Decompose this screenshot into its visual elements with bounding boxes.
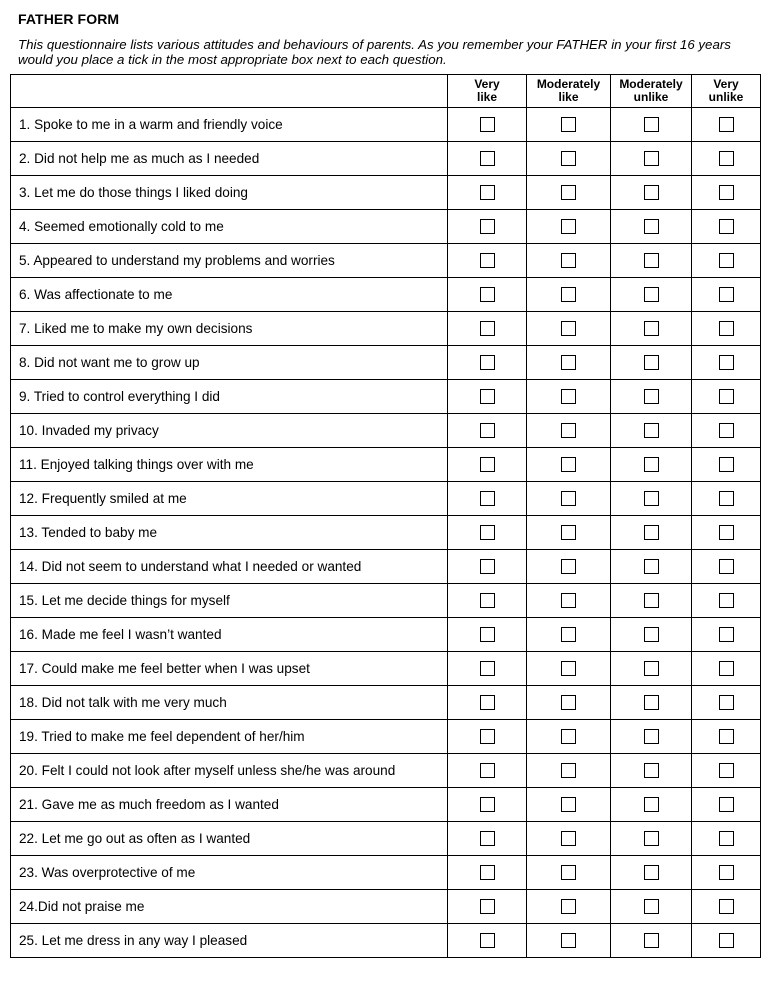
column-header-moderately-unlike: Moderately unlike	[611, 75, 692, 108]
question-text: 22. Let me go out as often as I wanted	[11, 822, 448, 856]
question-row	[11, 550, 761, 584]
answer-cell-very-like	[448, 550, 527, 584]
checkbox-very-like[interactable]	[480, 253, 495, 268]
answer-cell-moderately-like	[527, 244, 611, 278]
answer-cell-moderately-unlike	[611, 924, 692, 958]
checkbox-very-unlike[interactable]	[719, 797, 734, 812]
checkbox-very-like[interactable]	[480, 933, 495, 948]
checkbox-very-unlike[interactable]	[719, 185, 734, 200]
question-row	[11, 856, 761, 890]
question-text: 11. Enjoyed talking things over with me	[11, 448, 448, 482]
answer-cell-moderately-unlike	[611, 448, 692, 482]
answer-cell-moderately-like	[527, 414, 611, 448]
question-row	[11, 652, 761, 686]
checkbox-moderately-like[interactable]	[561, 491, 576, 506]
checkbox-very-like[interactable]	[480, 287, 495, 302]
answer-cell-very-like	[448, 686, 527, 720]
answer-cell-moderately-like	[527, 788, 611, 822]
checkbox-moderately-unlike[interactable]	[644, 525, 659, 540]
checkbox-moderately-like[interactable]	[561, 287, 576, 302]
answer-cell-very-unlike	[692, 380, 761, 414]
answer-cell-very-like	[448, 380, 527, 414]
checkbox-very-like[interactable]	[480, 389, 495, 404]
answer-cell-very-like	[448, 142, 527, 176]
answer-cell-very-unlike	[692, 890, 761, 924]
checkbox-moderately-like[interactable]	[561, 933, 576, 948]
checkbox-moderately-unlike[interactable]	[644, 185, 659, 200]
question-row	[11, 414, 761, 448]
answer-cell-very-unlike	[692, 312, 761, 346]
question-row	[11, 924, 761, 958]
answer-cell-very-like	[448, 856, 527, 890]
answer-cell-moderately-like	[527, 652, 611, 686]
checkbox-very-like[interactable]	[480, 763, 495, 778]
checkbox-very-unlike[interactable]	[719, 593, 734, 608]
answer-cell-moderately-unlike	[611, 856, 692, 890]
checkbox-moderately-unlike[interactable]	[644, 389, 659, 404]
checkbox-very-like[interactable]	[480, 355, 495, 370]
answer-cell-moderately-like	[527, 924, 611, 958]
answer-cell-very-unlike	[692, 176, 761, 210]
checkbox-moderately-like[interactable]	[561, 253, 576, 268]
checkbox-very-like[interactable]	[480, 117, 495, 132]
checkbox-very-like[interactable]	[480, 185, 495, 200]
answer-cell-very-like	[448, 108, 527, 142]
column-header-moderately-like: Moderately like	[527, 75, 611, 108]
answer-cell-very-unlike	[692, 754, 761, 788]
checkbox-moderately-like[interactable]	[561, 831, 576, 846]
checkbox-moderately-unlike[interactable]	[644, 831, 659, 846]
answer-cell-very-like	[448, 448, 527, 482]
checkbox-very-like[interactable]	[480, 899, 495, 914]
answer-cell-moderately-like	[527, 380, 611, 414]
checkbox-moderately-unlike[interactable]	[644, 423, 659, 438]
answer-cell-moderately-unlike	[611, 890, 692, 924]
answer-cell-very-unlike	[692, 652, 761, 686]
answer-cell-moderately-unlike	[611, 584, 692, 618]
answer-cell-very-unlike	[692, 720, 761, 754]
checkbox-moderately-like[interactable]	[561, 423, 576, 438]
question-text: 8. Did not want me to grow up	[11, 346, 448, 380]
checkbox-moderately-unlike[interactable]	[644, 355, 659, 370]
answer-cell-very-unlike	[692, 788, 761, 822]
checkbox-very-like[interactable]	[480, 151, 495, 166]
answer-cell-moderately-unlike	[611, 686, 692, 720]
question-text: 13. Tended to baby me	[11, 516, 448, 550]
question-row	[11, 210, 761, 244]
checkbox-very-unlike[interactable]	[719, 321, 734, 336]
answer-cell-moderately-unlike	[611, 516, 692, 550]
answer-cell-moderately-unlike	[611, 108, 692, 142]
question-text: 1. Spoke to me in a warm and friendly voice	[11, 108, 448, 142]
answer-cell-moderately-like	[527, 448, 611, 482]
question-text: 4. Seemed emotionally cold to me	[11, 210, 448, 244]
question-text: 25. Let me dress in any way I pleased	[11, 924, 448, 958]
checkbox-moderately-like[interactable]	[561, 389, 576, 404]
answer-cell-moderately-like	[527, 210, 611, 244]
question-row	[11, 482, 761, 516]
checkbox-very-like[interactable]	[480, 797, 495, 812]
answer-cell-very-unlike	[692, 856, 761, 890]
answer-cell-very-unlike	[692, 448, 761, 482]
checkbox-moderately-like[interactable]	[561, 627, 576, 642]
answer-cell-very-unlike	[692, 210, 761, 244]
question-row	[11, 754, 761, 788]
question-row	[11, 890, 761, 924]
checkbox-very-like[interactable]	[480, 525, 495, 540]
checkbox-moderately-unlike[interactable]	[644, 457, 659, 472]
answer-cell-very-unlike	[692, 346, 761, 380]
answer-cell-moderately-like	[527, 720, 611, 754]
checkbox-moderately-like[interactable]	[561, 899, 576, 914]
question-row	[11, 278, 761, 312]
answer-cell-very-unlike	[692, 618, 761, 652]
checkbox-moderately-unlike[interactable]	[644, 117, 659, 132]
answer-cell-very-like	[448, 244, 527, 278]
form-title: FATHER FORM	[18, 11, 120, 27]
checkbox-moderately-like[interactable]	[561, 219, 576, 234]
checkbox-very-unlike[interactable]	[719, 627, 734, 642]
form-instructions: This questionnaire lists various attitudes and behaviours of parents. As you remember your FATHER in your first 16 years would you place a tick in the most appropriate box next to each question.	[18, 37, 731, 67]
checkbox-moderately-unlike[interactable]	[644, 593, 659, 608]
question-row	[11, 346, 761, 380]
checkbox-moderately-like[interactable]	[561, 661, 576, 676]
answer-cell-moderately-unlike	[611, 822, 692, 856]
checkbox-very-like[interactable]	[480, 695, 495, 710]
answer-cell-very-like	[448, 788, 527, 822]
question-text: 20. Felt I could not look after myself unless she/he was around	[11, 754, 448, 788]
question-text: 24.Did not praise me	[11, 890, 448, 924]
answer-cell-very-like	[448, 278, 527, 312]
checkbox-moderately-unlike[interactable]	[644, 559, 659, 574]
answer-cell-very-like	[448, 210, 527, 244]
checkbox-moderately-unlike[interactable]	[644, 763, 659, 778]
answer-cell-moderately-like	[527, 142, 611, 176]
checkbox-moderately-unlike[interactable]	[644, 321, 659, 336]
answer-cell-moderately-like	[527, 176, 611, 210]
answer-cell-very-like	[448, 924, 527, 958]
column-header-very-unlike: Very unlike	[692, 75, 761, 108]
question-row	[11, 108, 761, 142]
checkbox-very-unlike[interactable]	[719, 899, 734, 914]
checkbox-very-unlike[interactable]	[719, 729, 734, 744]
checkbox-moderately-like[interactable]	[561, 865, 576, 880]
question-row	[11, 686, 761, 720]
answer-cell-moderately-unlike	[611, 754, 692, 788]
answer-cell-moderately-unlike	[611, 550, 692, 584]
question-text: 3. Let me do those things I liked doing	[11, 176, 448, 210]
checkbox-moderately-unlike[interactable]	[644, 729, 659, 744]
answer-cell-very-like	[448, 414, 527, 448]
answer-cell-moderately-like	[527, 482, 611, 516]
question-row	[11, 720, 761, 754]
answer-cell-very-like	[448, 720, 527, 754]
question-row	[11, 788, 761, 822]
answer-cell-moderately-unlike	[611, 278, 692, 312]
checkbox-very-unlike[interactable]	[719, 117, 734, 132]
question-row	[11, 584, 761, 618]
answer-cell-very-unlike	[692, 686, 761, 720]
checkbox-very-unlike[interactable]	[719, 355, 734, 370]
checkbox-very-unlike[interactable]	[719, 559, 734, 574]
checkbox-moderately-unlike[interactable]	[644, 151, 659, 166]
answer-cell-moderately-unlike	[611, 720, 692, 754]
question-text: 9. Tried to control everything I did	[11, 380, 448, 414]
answer-cell-very-like	[448, 584, 527, 618]
checkbox-moderately-like[interactable]	[561, 355, 576, 370]
checkbox-very-like[interactable]	[480, 627, 495, 642]
answer-cell-very-unlike	[692, 584, 761, 618]
checkbox-very-unlike[interactable]	[719, 525, 734, 540]
answer-cell-moderately-like	[527, 346, 611, 380]
answer-cell-moderately-unlike	[611, 210, 692, 244]
checkbox-moderately-unlike[interactable]	[644, 899, 659, 914]
checkbox-moderately-unlike[interactable]	[644, 491, 659, 506]
checkbox-very-unlike[interactable]	[719, 457, 734, 472]
question-text: 16. Made me feel I wasn’t wanted	[11, 618, 448, 652]
checkbox-moderately-like[interactable]	[561, 151, 576, 166]
checkbox-very-unlike[interactable]	[719, 695, 734, 710]
checkbox-very-unlike[interactable]	[719, 151, 734, 166]
checkbox-moderately-unlike[interactable]	[644, 661, 659, 676]
question-text: 18. Did not talk with me very much	[11, 686, 448, 720]
checkbox-very-unlike[interactable]	[719, 287, 734, 302]
answer-cell-very-like	[448, 652, 527, 686]
answer-cell-moderately-like	[527, 550, 611, 584]
checkbox-very-unlike[interactable]	[719, 253, 734, 268]
answer-cell-moderately-like	[527, 108, 611, 142]
checkbox-moderately-unlike[interactable]	[644, 695, 659, 710]
checkbox-very-unlike[interactable]	[719, 831, 734, 846]
checkbox-moderately-like[interactable]	[561, 525, 576, 540]
question-row	[11, 516, 761, 550]
checkbox-moderately-like[interactable]	[561, 559, 576, 574]
answer-cell-moderately-unlike	[611, 652, 692, 686]
answer-cell-moderately-unlike	[611, 244, 692, 278]
answer-cell-very-like	[448, 312, 527, 346]
question-row	[11, 142, 761, 176]
checkbox-moderately-unlike[interactable]	[644, 219, 659, 234]
question-row	[11, 618, 761, 652]
question-text: 19. Tried to make me feel dependent of her/him	[11, 720, 448, 754]
answer-cell-moderately-unlike	[611, 618, 692, 652]
checkbox-moderately-like[interactable]	[561, 321, 576, 336]
answer-cell-moderately-unlike	[611, 346, 692, 380]
answer-cell-very-like	[448, 754, 527, 788]
checkbox-moderately-like[interactable]	[561, 729, 576, 744]
answer-cell-moderately-unlike	[611, 142, 692, 176]
answer-cell-very-like	[448, 346, 527, 380]
checkbox-very-unlike[interactable]	[719, 389, 734, 404]
questionnaire-table	[10, 74, 761, 958]
answer-cell-moderately-like	[527, 618, 611, 652]
checkbox-very-like[interactable]	[480, 559, 495, 574]
answer-cell-very-unlike	[692, 516, 761, 550]
answer-cell-very-like	[448, 516, 527, 550]
answer-cell-very-unlike	[692, 142, 761, 176]
answer-cell-very-unlike	[692, 924, 761, 958]
answer-cell-very-unlike	[692, 108, 761, 142]
checkbox-very-unlike[interactable]	[719, 865, 734, 880]
checkbox-very-like[interactable]	[480, 457, 495, 472]
question-row	[11, 312, 761, 346]
checkbox-very-like[interactable]	[480, 423, 495, 438]
checkbox-very-like[interactable]	[480, 661, 495, 676]
checkbox-very-unlike[interactable]	[719, 491, 734, 506]
answer-cell-moderately-unlike	[611, 788, 692, 822]
answer-cell-very-unlike	[692, 482, 761, 516]
answer-cell-moderately-like	[527, 686, 611, 720]
checkbox-very-unlike[interactable]	[719, 423, 734, 438]
checkbox-moderately-like[interactable]	[561, 593, 576, 608]
question-text: 17. Could make me feel better when I was upset	[11, 652, 448, 686]
checkbox-very-like[interactable]	[480, 831, 495, 846]
answer-cell-moderately-like	[527, 278, 611, 312]
answer-cell-very-unlike	[692, 414, 761, 448]
checkbox-moderately-unlike[interactable]	[644, 865, 659, 880]
checkbox-very-like[interactable]	[480, 729, 495, 744]
checkbox-very-like[interactable]	[480, 865, 495, 880]
question-text: 12. Frequently smiled at me	[11, 482, 448, 516]
answer-cell-moderately-like	[527, 754, 611, 788]
checkbox-moderately-like[interactable]	[561, 695, 576, 710]
answer-cell-very-unlike	[692, 822, 761, 856]
question-text: 21. Gave me as much freedom as I wanted	[11, 788, 448, 822]
answer-cell-very-unlike	[692, 278, 761, 312]
question-text: 7. Liked me to make my own decisions	[11, 312, 448, 346]
question-row	[11, 822, 761, 856]
question-text: 2. Did not help me as much as I needed	[11, 142, 448, 176]
answer-cell-moderately-unlike	[611, 414, 692, 448]
answer-cell-moderately-unlike	[611, 380, 692, 414]
checkbox-very-unlike[interactable]	[719, 219, 734, 234]
checkbox-very-like[interactable]	[480, 321, 495, 336]
question-text: 5. Appeared to understand my problems and worries	[11, 244, 448, 278]
answer-cell-very-like	[448, 890, 527, 924]
checkbox-very-like[interactable]	[480, 219, 495, 234]
checkbox-very-unlike[interactable]	[719, 763, 734, 778]
column-header-very-like: Very like	[448, 75, 527, 108]
answer-cell-moderately-unlike	[611, 176, 692, 210]
question-text: 15. Let me decide things for myself	[11, 584, 448, 618]
answer-cell-moderately-like	[527, 516, 611, 550]
question-row	[11, 176, 761, 210]
question-row	[11, 244, 761, 278]
question-text: 23. Was overprotective of me	[11, 856, 448, 890]
question-text: 10. Invaded my privacy	[11, 414, 448, 448]
question-text: 14. Did not seem to understand what I needed or wanted	[11, 550, 448, 584]
answer-cell-moderately-like	[527, 856, 611, 890]
checkbox-moderately-unlike[interactable]	[644, 287, 659, 302]
answer-cell-very-unlike	[692, 550, 761, 584]
checkbox-moderately-like[interactable]	[561, 457, 576, 472]
checkbox-moderately-unlike[interactable]	[644, 627, 659, 642]
answer-cell-moderately-unlike	[611, 312, 692, 346]
header-row	[11, 75, 761, 108]
answer-cell-very-unlike	[692, 244, 761, 278]
checkbox-moderately-unlike[interactable]	[644, 797, 659, 812]
checkbox-moderately-like[interactable]	[561, 185, 576, 200]
checkbox-very-unlike[interactable]	[719, 661, 734, 676]
question-row	[11, 448, 761, 482]
answer-cell-very-like	[448, 822, 527, 856]
question-text: 6. Was affectionate to me	[11, 278, 448, 312]
answer-cell-very-like	[448, 618, 527, 652]
checkbox-very-like[interactable]	[480, 593, 495, 608]
checkbox-moderately-like[interactable]	[561, 763, 576, 778]
checkbox-moderately-unlike[interactable]	[644, 933, 659, 948]
answer-cell-moderately-unlike	[611, 482, 692, 516]
checkbox-moderately-unlike[interactable]	[644, 253, 659, 268]
question-row	[11, 380, 761, 414]
checkbox-very-unlike[interactable]	[719, 933, 734, 948]
checkbox-moderately-like[interactable]	[561, 117, 576, 132]
answer-cell-moderately-like	[527, 584, 611, 618]
answer-cell-moderately-like	[527, 822, 611, 856]
answer-cell-moderately-like	[527, 312, 611, 346]
answer-cell-very-like	[448, 482, 527, 516]
answer-cell-very-like	[448, 176, 527, 210]
checkbox-very-like[interactable]	[480, 491, 495, 506]
question-column-header	[11, 75, 448, 108]
answer-cell-moderately-like	[527, 890, 611, 924]
checkbox-moderately-like[interactable]	[561, 797, 576, 812]
